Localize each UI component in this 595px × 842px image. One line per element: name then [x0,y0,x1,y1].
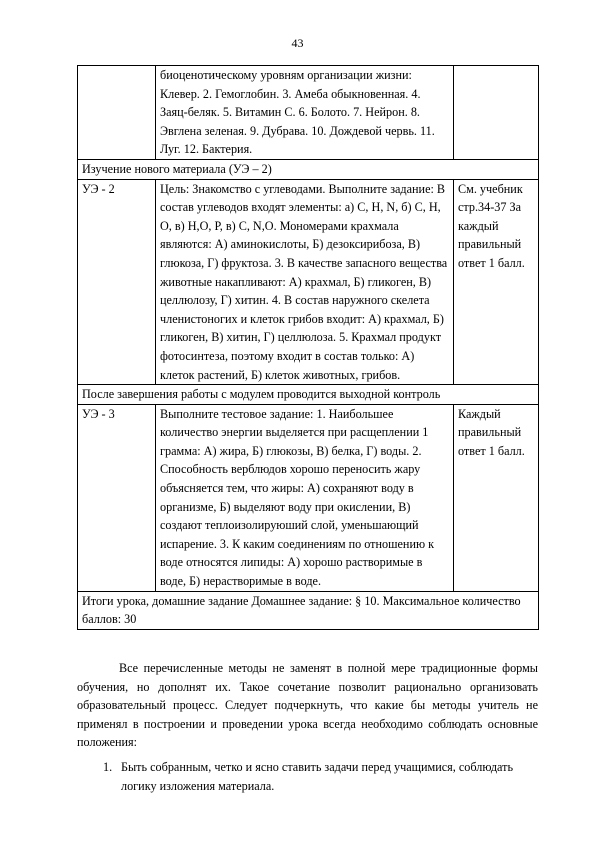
table-section-row [78,385,539,405]
table-cell [454,66,539,160]
table-cell [78,66,156,160]
lesson-table [77,65,539,630]
module-guidance: См. учебник стр.34-37 За каждый правильный ответ 1 балл. [454,179,539,385]
module-label: УЭ - 3 [78,404,156,591]
list-item [77,758,538,795]
section-heading-results: Итоги урока, домашние задание Домашнее задание: § 10. Максимальное количество баллов: 30 [78,591,539,629]
page-number: 43 [291,36,304,50]
body-text [77,659,538,795]
module-task-text: Цель: Знакомство с углеводами. Выполните задание: В состав углеводов входят элементы: а) С, Н, N, б) С, Н, О, в) Н,О, Р, в) С, N,О. Мономерами крахмала являются: А) аминокислоты, Б) дезоксирибоза, В) глюкоза, Г) фруктоза. 3. В качестве запасного вещества животные накапливают: А) крахмал, Б) гликоген, В) целлюлозу, Г) хитин. 4. В состав наружного скелета членистоногих и клеток грибов входит: А) крахмал, Б) гликоген, В) хитин, Г) целлюлоза. 5. Крахмал продукт фотосинтеза, поэтому входит в состав только: А) клеток растений, Б) клеток животных, грибов. [156,179,454,385]
section-heading-output-control: После завершения работы с модулем проводится выходной контроль [78,385,539,405]
table-row [78,404,539,591]
table-row [78,179,539,385]
module-guidance: Каждый правильный ответ 1 балл. [454,404,539,591]
table-cell: биоценотическому уровням организации жизни: Клевер. 2. Гемоглобин. 3. Амеба обыкновенная. 4. Заяц-беляк. 5. Витамин С. 6. Болото. 7. Нейрон. 8. Эвглена зеленая. 9. Дубрава. 10. Дождевой червь. 11. Луг. 12. Бактерия. [156,66,454,160]
paragraph: Все перечисленные методы не заменят в полной мере традиционные формы обучения, но дополнят их. Такое сочетание позволит рационально организовать образовательный процесс. Следует подчеркнуть, что какие бы методы учитель не применял в построении и проведении урока всегда необходимо соблюдать основные положения: [77,661,538,750]
section-heading-new-material: Изучение нового материала (УЭ – 2) [78,159,539,179]
list-item-number: 1. [103,759,113,774]
numbered-list [77,758,538,795]
module-label: УЭ - 2 [78,179,156,385]
table-row [78,66,539,160]
table-section-row [78,591,539,629]
module-task-text: Выполните тестовое задание: 1. Наибольшее количество энергии выделяется при расщеплении 1 грамма: А) жира, Б) глюкозы, В) белка, Г) воды. 2. Способность верблюдов хорошо переносить жару объясняется тем, что жиры: А) сохраняют воду в организме, Б) выделяют воду при окислении, В) создают теплоизолируюший слой, уменьшающий испарение. 3. К каким соединениям по отношению к воде относятся липиды: А) хорошо растворимые в воде, Б) нерастворимые в воде. [156,404,454,591]
table-section-row [78,159,539,179]
list-item-text: Быть собранным, четко и ясно ставить задачи перед учащимися, соблюдать логику изложения материала. [121,759,514,793]
